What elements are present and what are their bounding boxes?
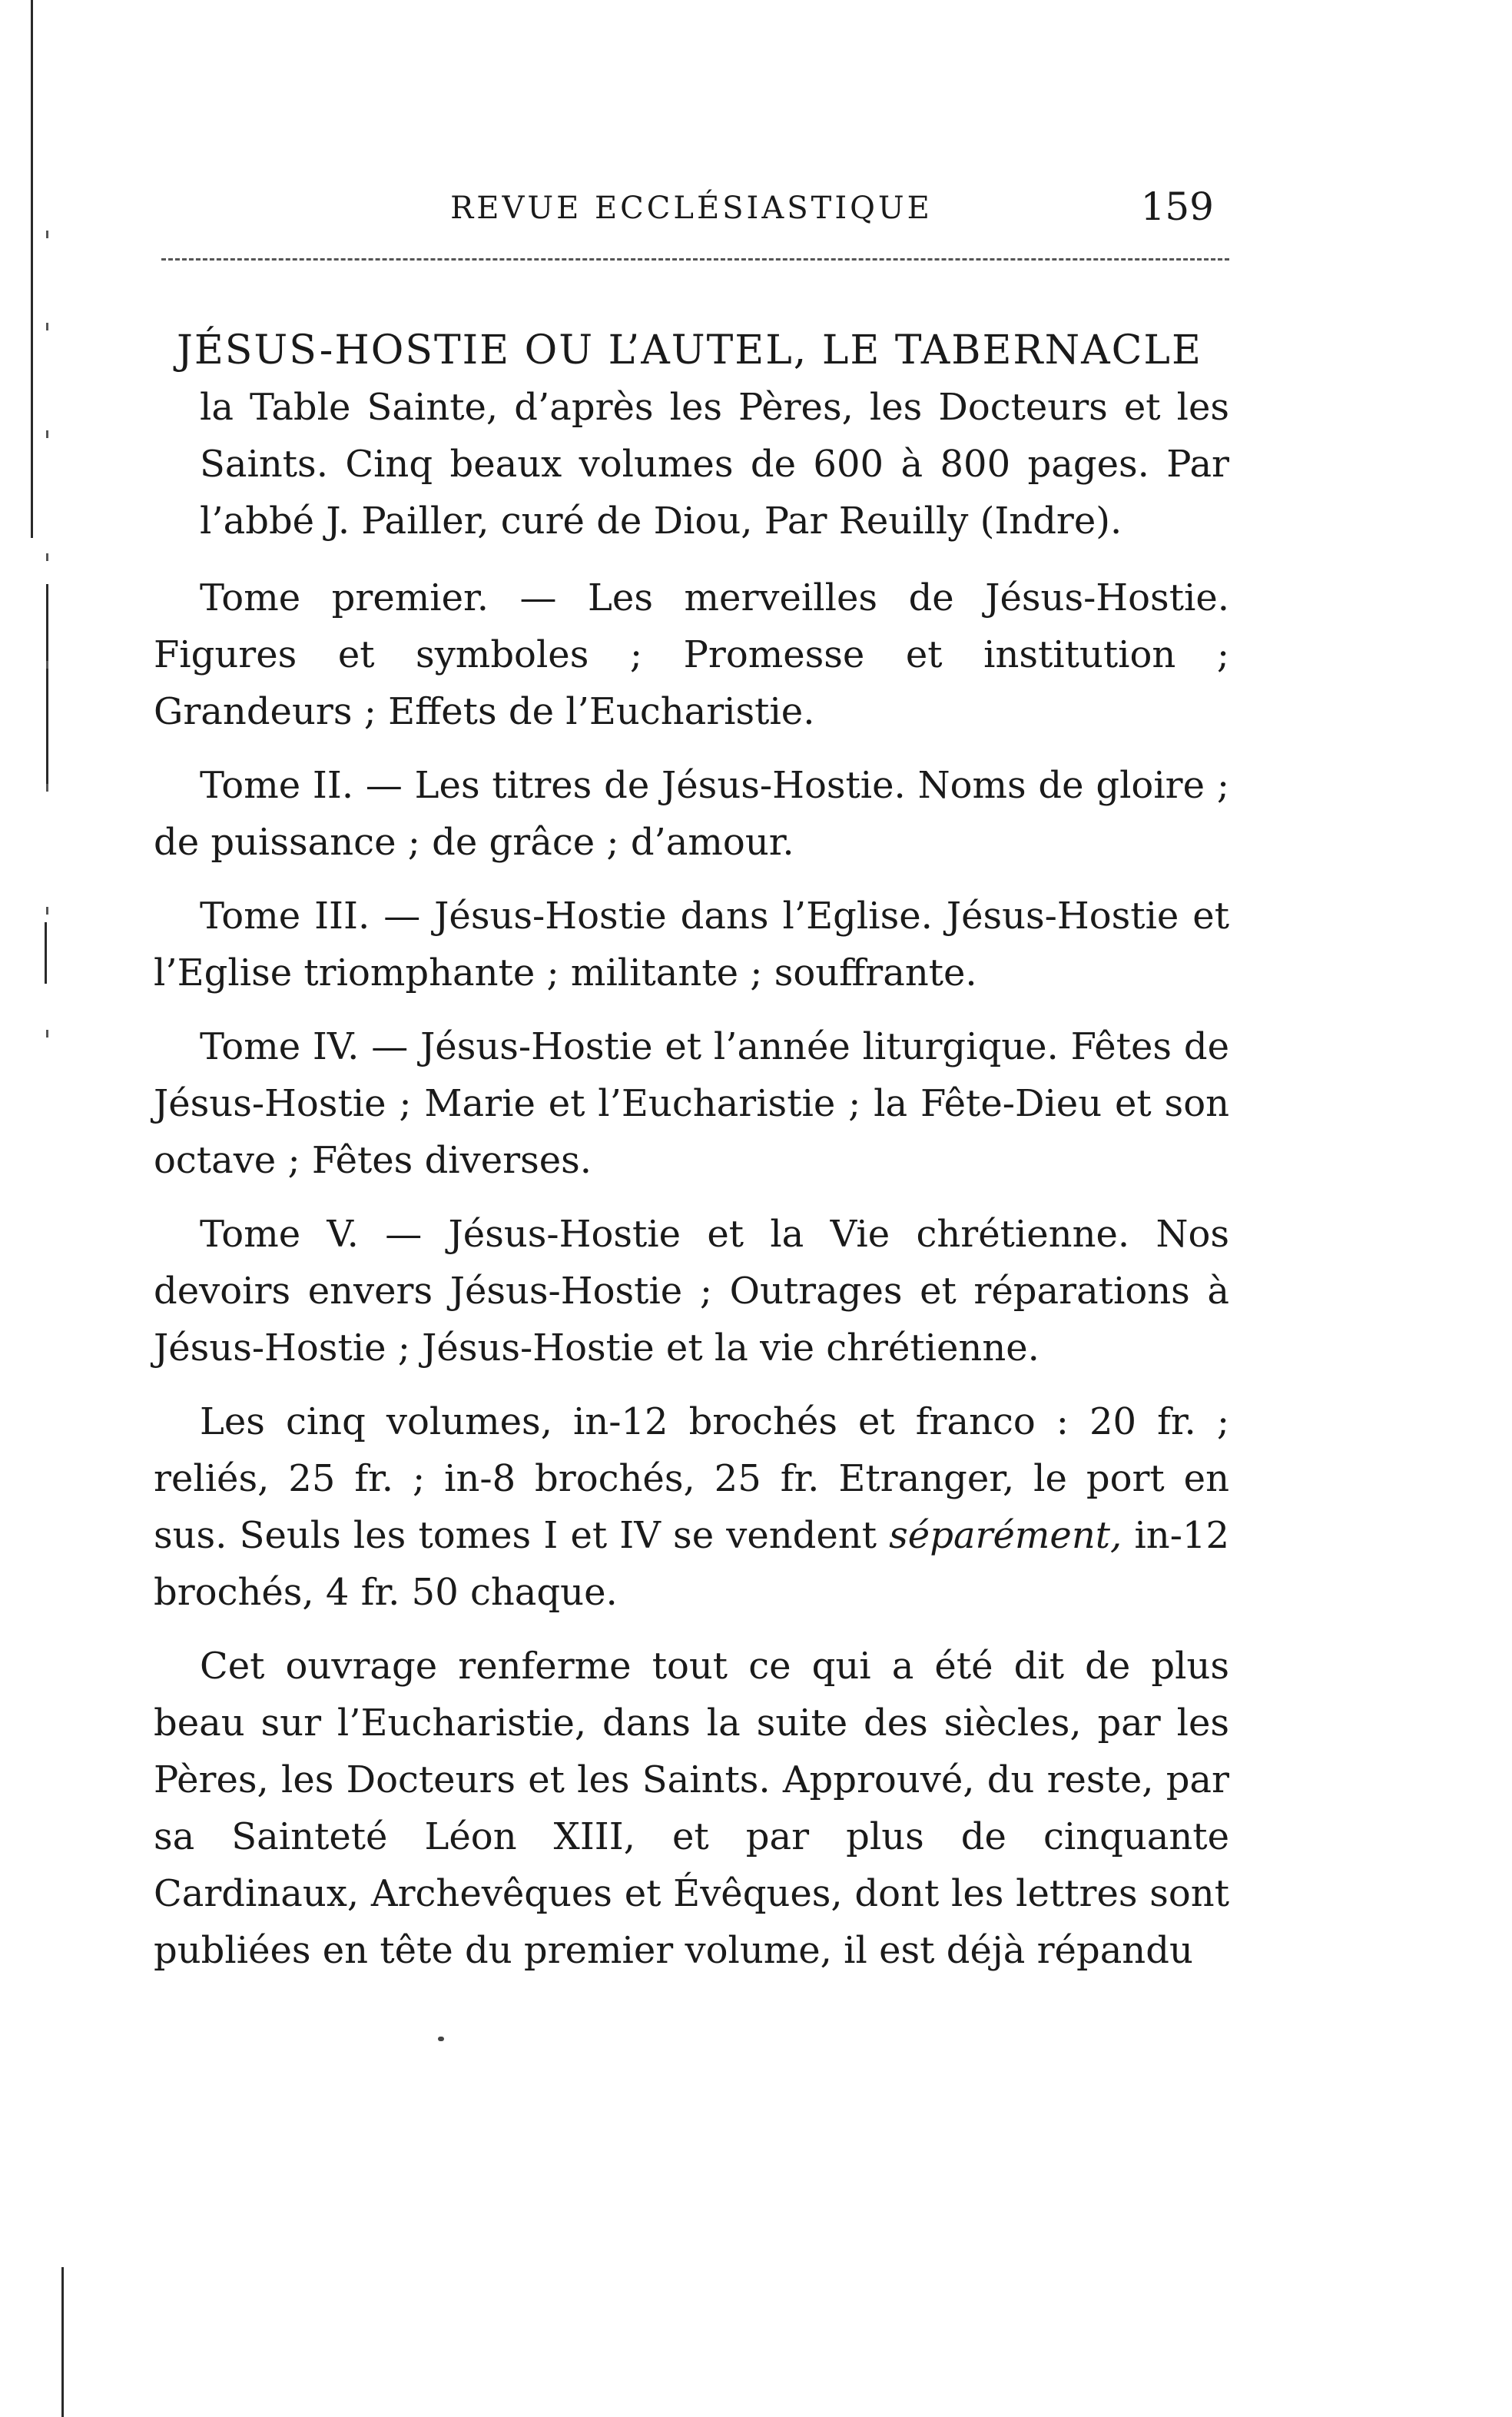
- page-number: 159: [1140, 184, 1214, 229]
- paragraph-pricing: [154, 1393, 1229, 1621]
- ink-speck: [438, 2037, 444, 2041]
- paragraph-closing: Cet ouvrage renferme tout ce qui a été dit de plus beau sur l’Eucharistie, dans la suite des siècles, par les Pères, les Docteurs et les Saints. Approuvé, du reste, par sa Sainteté Léon XIII, et par plus de cinquante Cardinaux, Archevêques et Évêques, dont les lettres sont publiées en tête du premier volume, il est déjà répandu: [154, 1645, 1229, 1972]
- running-head: [154, 169, 1229, 231]
- pricing-italic: séparément,: [889, 1514, 1122, 1557]
- scan-margin-specks: [46, 231, 54, 1153]
- running-title: REVUE ECCLÉSIASTIQUE: [450, 191, 933, 226]
- paragraph-tome-4: Tome IV. — Jésus-Hostie et l’année liturgique. Fêtes de Jésus-Hostie ; Marie et l’Eucharistie ; la Fête-Dieu et son octave ; Fêtes diverses.: [154, 1025, 1229, 1182]
- paragraph-tome-3: Tome III. — Jésus-Hostie dans l’Eglise. Jésus-Hostie et l’Eglise triomphante ; militante ; souffrante.: [154, 895, 1229, 994]
- paragraph-tome-2: Tome II. — Les titres de Jésus-Hostie. Noms de gloire ; de puissance ; de grâce ; d’amour.: [154, 764, 1229, 864]
- entry-description: la Table Sainte, d’après les Pères, les Docteurs et les Saints. Cinq beaux volumes de 600 à 800 pages. Par l’abbé J. Pailler, curé de Diou, Par Reuilly (Indre).: [200, 386, 1229, 543]
- paragraph-tome-1: Tome premier. — Les merveilles de Jésus-Hostie. Figures et symboles ; Promesse et institution ; Grandeurs ; Effets de l’Eucharistie.: [154, 576, 1229, 733]
- scan-edge-marks: [31, 0, 35, 2417]
- pricing-text-end: in-12 brochés, 4 fr. 50 chaque.: [154, 1514, 1230, 1614]
- pricing-text: Les cinq volumes, in-12 brochés et franco : 20 fr. ; reliés, 25 fr. ; in-8 brochés, 25 fr. Etranger, le port en sus. Seuls les tomes I et IV se vendent: [154, 1400, 1229, 1557]
- paragraph-tome-5: Tome V. — Jésus-Hostie et la Vie chrétienne. Nos devoirs envers Jésus-Hostie ; Outrages et réparations à Jésus-Hostie ; Jésus-Hostie et la vie chrétienne.: [154, 1213, 1229, 1370]
- entry-title: JÉSUS-HOSTIE OU L’AUTEL, LE TABERNACLE: [177, 327, 1202, 374]
- page: [154, 169, 1229, 1979]
- header-rule: [161, 258, 1229, 261]
